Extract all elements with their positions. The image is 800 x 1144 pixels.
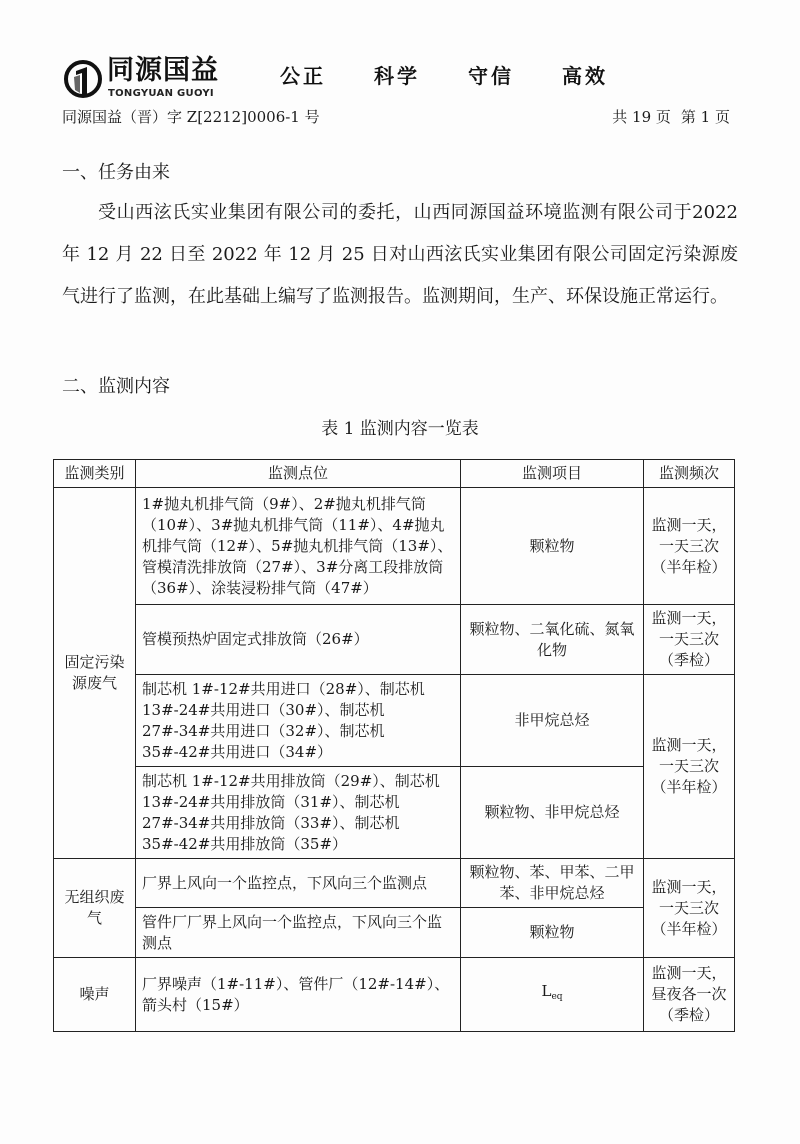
motto-2: 科学 — [374, 64, 420, 88]
point-cell: 1#抛丸机排气筒（9#）、2#抛丸机排气筒（10#）、3#抛丸机排气筒（11#）、4#抛丸机排气筒（12#）、5#抛丸机排气筒（13#）、管模清洗排放筒（27#）、3#分离工段排放筒（36#）、涂装浸粉排气筒（47#） — [136, 488, 461, 605]
category-cell: 噪声 — [54, 958, 136, 1032]
section-heading-origin: 一、任务由来 — [62, 162, 170, 183]
logo-cn-text: 同源国益 — [107, 55, 219, 86]
current-page: 第 1 页 — [680, 108, 730, 126]
section-heading-content: 二、监测内容 — [62, 376, 170, 397]
item-cell: 颗粒物 — [461, 908, 644, 958]
motto-4: 高效 — [562, 64, 608, 88]
frequency-cell: 监测一天，昼夜各一次（季检） — [644, 958, 735, 1032]
motto-group — [280, 60, 656, 90]
leq-symbol: L — [541, 982, 552, 1000]
table-row — [54, 767, 735, 859]
item-cell: 非甲烷总烃 — [461, 675, 644, 767]
motto-1: 公正 — [280, 64, 326, 88]
header-point: 监测点位 — [136, 460, 461, 488]
document-number: 同源国益（晋）字 Z[2212]0006-1 号 — [62, 108, 320, 126]
item-cell: 颗粒物、二氧化硫、氮氧化物 — [461, 605, 644, 675]
monitoring-content-table — [53, 459, 735, 1032]
table-caption: 表 1 监测内容一览表 — [321, 419, 479, 439]
table-row — [54, 958, 735, 1032]
frequency-cell: 监测一天，一天三次（半年检） — [644, 859, 735, 958]
table-row — [54, 675, 735, 767]
frequency-cell: 监测一天，一天三次（半年检） — [644, 675, 735, 859]
point-cell: 厂界上风向一个监控点，下风向三个监测点 — [136, 859, 461, 908]
frequency-cell: 监测一天，一天三次（半年检） — [644, 488, 735, 605]
motto-3: 守信 — [468, 64, 514, 88]
point-cell: 制芯机 1#-12#共用进口（28#）、制芯机 13#-24#共用进口（30#）、制芯机 27#-34#共用进口（32#）、制芯机 35#-42#共用进口（34#） — [136, 675, 461, 767]
section-paragraph-origin — [62, 192, 738, 318]
point-cell: 管模预热炉固定式排放筒（26#） — [136, 605, 461, 675]
logo-mark-icon — [63, 57, 103, 101]
point-cell: 制芯机 1#-12#共用排放筒（29#）、制芯机 13#-24#共用排放筒（31#）、制芯机 27#-34#共用排放筒（33#）、制芯机 35#-42#共用排放筒（35#） — [136, 767, 461, 859]
header-frequency: 监测频次 — [644, 460, 735, 488]
header-category: 监测类别 — [54, 460, 136, 488]
table-row — [54, 605, 735, 675]
header-item: 监测项目 — [461, 460, 644, 488]
logo-en-text: TONGYUAN GUOYI — [108, 88, 214, 99]
leq-subscript: eq — [551, 992, 563, 1002]
item-cell — [461, 958, 644, 1032]
total-pages: 共 19 页 — [612, 108, 671, 126]
table-row — [54, 859, 735, 908]
category-cell: 固定污染源废气 — [54, 488, 136, 859]
item-cell: 颗粒物、苯、甲苯、二甲苯、非甲烷总烃 — [461, 859, 644, 908]
table-row — [54, 488, 735, 605]
point-cell: 管件厂厂界上风向一个监控点，下风向三个监测点 — [136, 908, 461, 958]
table-header-row — [54, 460, 735, 488]
frequency-cell: 监测一天，一天三次（季检） — [644, 605, 735, 675]
item-cell: 颗粒物 — [461, 488, 644, 605]
category-cell: 无组织废气 — [54, 859, 136, 958]
company-logo — [63, 55, 223, 105]
item-cell: 颗粒物、非甲烷总烃 — [461, 767, 644, 859]
point-cell: 厂界噪声（1#-11#）、管件厂（12#-14#）、箭头村（15#） — [136, 958, 461, 1032]
page-count — [602, 106, 730, 127]
table-row — [54, 908, 735, 958]
paragraph-text: 受山西泫氏实业集团有限公司的委托，山西同源国益环境监测有限公司于2022 年 12 月 22 日至 2022 年 12 月 25 日对山西泫氏实业集团有限公司固定污染源废气进行了监测，在此基础上编写了监测报告。监测期间，生产、环保设施正常运行。 — [62, 202, 738, 307]
